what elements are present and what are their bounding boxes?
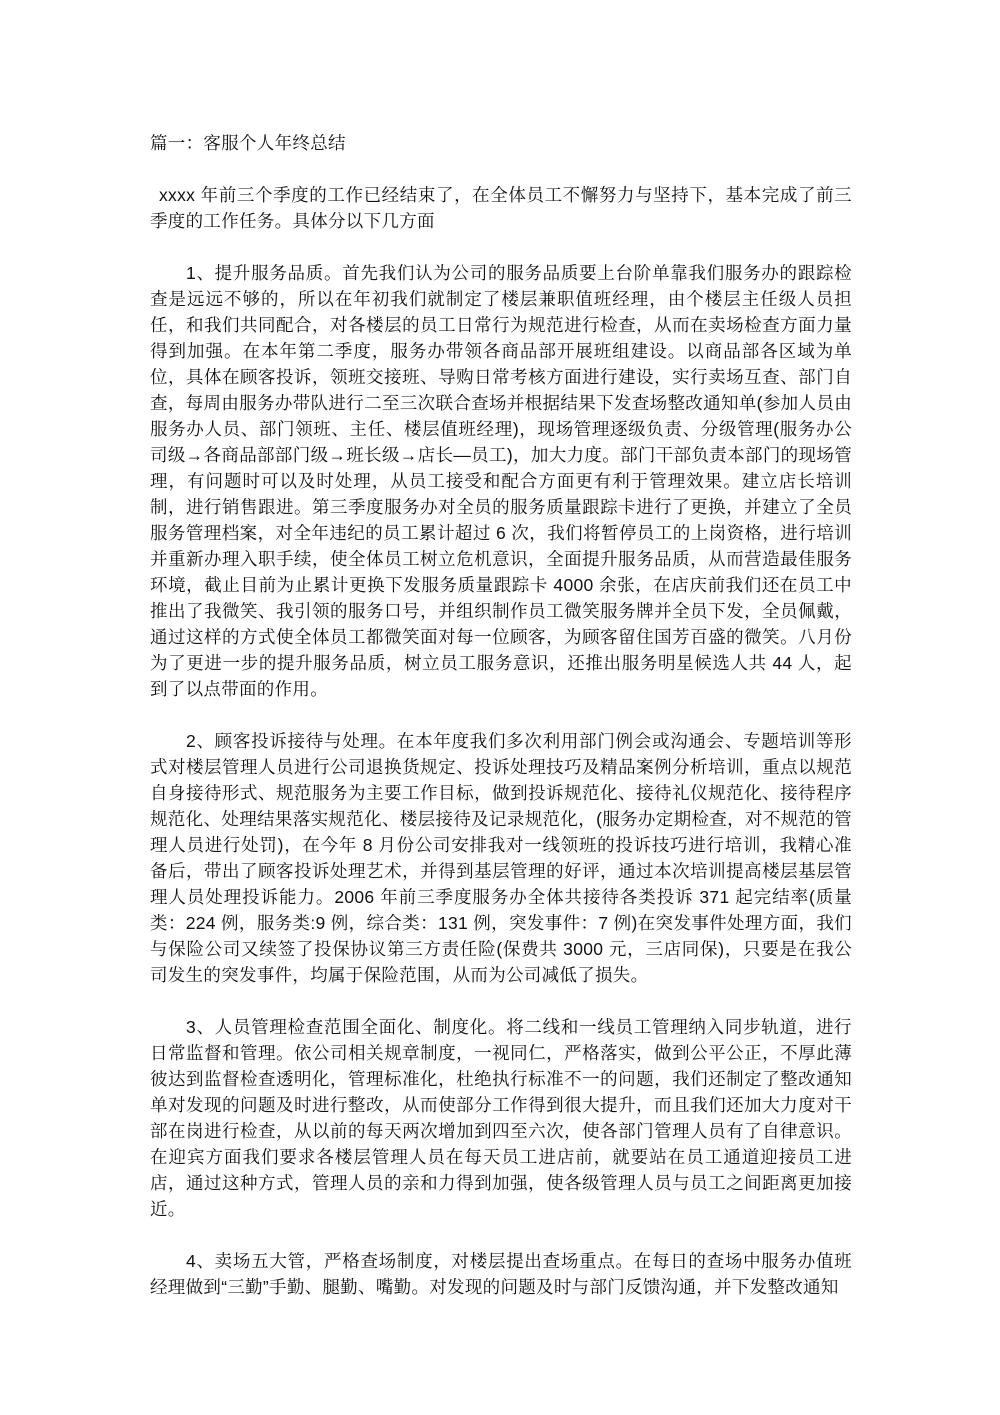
- paragraph-section-1: 1、提升服务品质。首先我们认为公司的服务品质要上台阶单靠我们服务办的跟踪检查是远远不够的，所以在年初我们就制定了楼层兼职值班经理，由个楼层主任级人员担任，和我们共同配合，对各楼层的员工日常行为规范进行检查，从而在卖场检查方面力量得到加强。在本年第二季度，服务办带领各商品部开展班组建设。以商品部各区域为单位，具体在顾客投诉，领班交接班、导购日常考核方面进行建设，实行卖场互查、部门自查，每周由服务办带队进行二至三次联合查场并根据结果下发查场整改通知单(参加人员由服务办人员、部门领班、主任、楼层值班经理)，现场管理逐级负责、分级管理(服务办公司级→各商品部部门级→班长级→店长―员工)，加大力度。部门干部负责本部门的现场管理，有问题时可以及时处理，从员工接受和配合方面更有利于管理效果。建立店长培训制，进行销售跟进。第三季度服务办对全员的服务质量跟踪卡进行了更换，并建立了全员服务管理档案，对全年违纪的员工累计超过 6 次，我们将暂停员工的上岗资格，进行培训并重新办理入职手续，使全体员工树立危机意识，全面提升服务品质，从而营造最佳服务环境，截止目前为止累计更换下发服务质量跟踪卡 4000 余张，在店庆前我们还在员工中推出了我微笑、我引领的服务口号，并组织制作员工微笑服务牌并全员下发，全员佩戴，通过这样的方式使全体员工都微笑面对每一位顾客，为顾客留住国芳百盛的微笑。八月份为了更进一步的提升服务品质，树立员工服务意识，还推出服务明星候选人共 44 人，起到了以点带面的作用。: [150, 263, 852, 699]
- paragraph-section-3: 3、人员管理检查范围全面化、制度化。将二线和一线员工管理纳入同步轨道，进行日常监督和管理。依公司相关规章制度，一视同仁，严格落实，做到公平公正，不厚此薄彼达到监督检查透明化，管理标准化，杜绝执行标准不一的问题，我们还制定了整改通知单对发现的问题及时进行整改，从而使部分工作得到很大提升，而且我们还加大力度对干部在岗进行检查，从以前的每天两次增加到四至六次，使各部门管理人员有了自律意识。在迎宾方面我们要求各楼层管理人员在每天员工进店前，就要站在员工通道迎接员工进店，通过这种方式，管理人员的亲和力得到加强，使各级管理人员与员工之间距离更加接近。: [150, 1017, 852, 1219]
- document-title: 篇一：客服个人年终总结: [150, 133, 346, 153]
- paragraph-section-4: 4、卖场五大管，严格查场制度，对楼层提出查场重点。在每日的查场中服务办值班经理做到“三勤”手勤、腿勤、嘴勤。对发现的问题及时与部门反馈沟通，并下发整改通知: [150, 1251, 852, 1297]
- paragraph-section-2: 2、顾客投诉接待与处理。在本年度我们多次利用部门例会或沟通会、专题培训等形式对楼层管理人员进行公司退换货规定、投诉处理技巧及精品案例分析培训，重点以规范自身接待形式、规范服务为主要工作目标，做到投诉规范化、接待礼仪规范化、接待程序规范化、处理结果落实规范化、楼层接待及记录规范化，(服务办定期检查，对不规范的管理人员进行处罚)，在今年 8 月份公司安排我对一线领班的投诉技巧进行培训，我精心准备后，带出了顾客投诉处理艺术，并得到基层管理的好评，通过本次培训提高楼层基层管理人员处理投诉能力。2006 年前三季度服务办全体共接待各类投诉 371 起完结率(质量类：224 例，服务类:9 例，综合类：131 例，突发事件：7 例)在突发事件处理方面，我们与保险公司又续签了投保协议第三方责任险(保费共 3000 元，三店同保)，只要是在我公司发生的突发事件，均属于保险范围，从而为公司减低了损失。: [150, 731, 852, 985]
- paragraph-intro: xxxx 年前三个季度的工作已经结束了，在全体员工不懈努力与坚持下，基本完成了前三季度的工作任务。具体分以下几方面: [150, 185, 852, 231]
